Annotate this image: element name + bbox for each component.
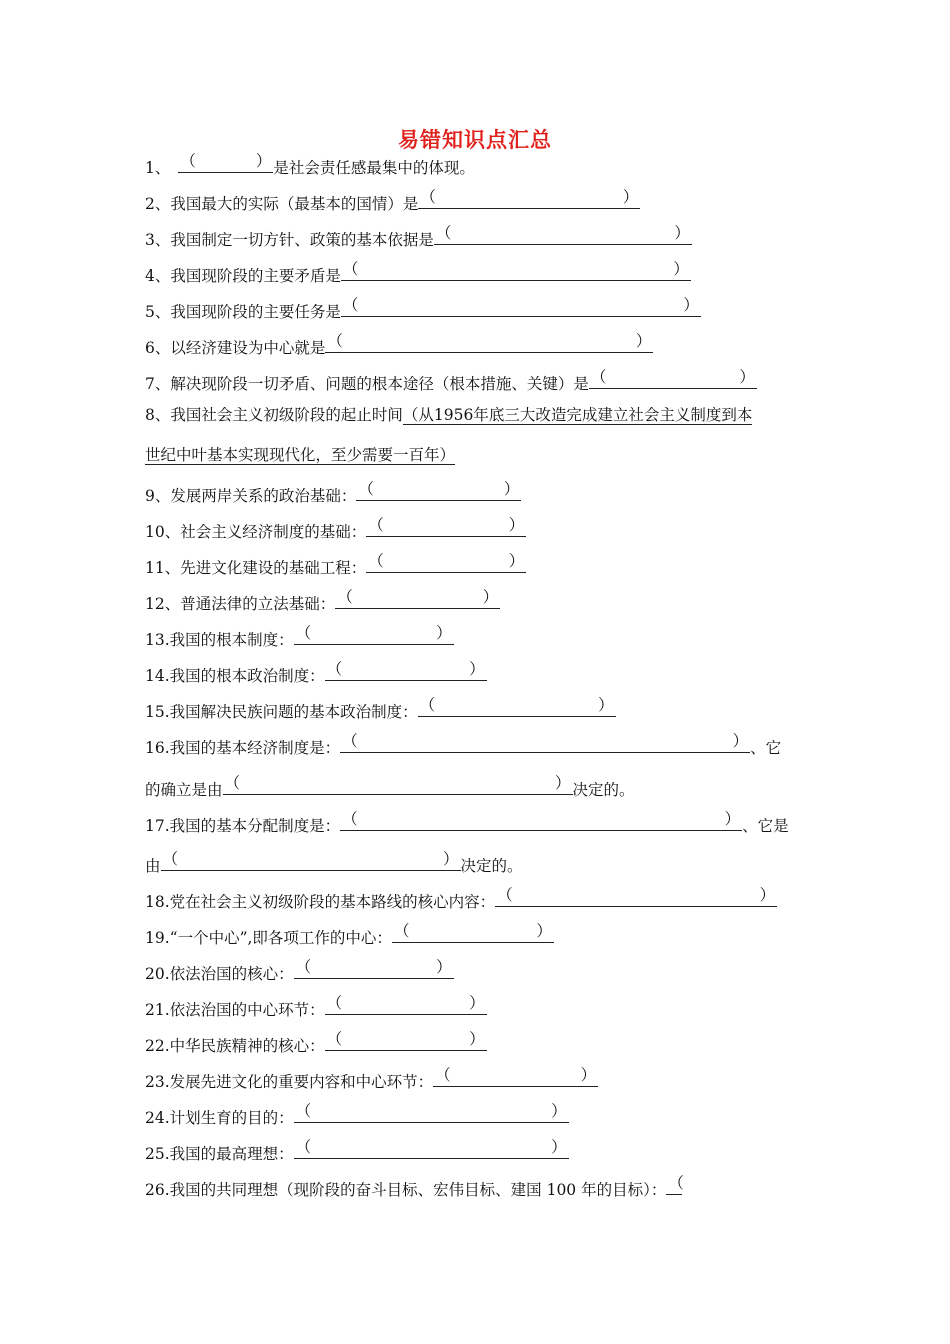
close-paren: ） bbox=[443, 850, 459, 868]
open-paren: （ bbox=[368, 516, 384, 534]
question-text: 5、我国现阶段的主要任务是 bbox=[145, 303, 341, 321]
question-text: 23.发展先进文化的重要内容和中心环节： bbox=[145, 1073, 434, 1091]
close-paren: ） bbox=[482, 588, 499, 606]
open-paren: （ bbox=[358, 480, 374, 498]
question-item bbox=[145, 1138, 805, 1165]
close-paren: ） bbox=[759, 886, 776, 904]
open-paren: （ bbox=[419, 696, 436, 714]
open-paren: （ bbox=[668, 1174, 684, 1192]
answer-blank[interactable] bbox=[434, 224, 692, 245]
answer-blank[interactable] bbox=[366, 516, 526, 537]
open-paren: （ bbox=[342, 810, 358, 828]
close-paren: ） bbox=[635, 332, 652, 350]
question-item bbox=[145, 810, 805, 837]
question-item bbox=[145, 404, 805, 426]
question-text: 9、发展两岸关系的政治基础： bbox=[145, 487, 357, 505]
close-paren: ） bbox=[673, 260, 689, 278]
open-paren: （ bbox=[295, 958, 312, 976]
question-item bbox=[145, 480, 805, 507]
answer-blank[interactable] bbox=[178, 152, 273, 173]
answer-blank[interactable] bbox=[294, 1102, 569, 1123]
question-item-continued bbox=[145, 444, 805, 466]
answer-text-underlined: 世纪中叶基本实现现代化，至少需要一百年） bbox=[145, 446, 456, 464]
open-paren: （ bbox=[326, 1030, 343, 1048]
open-paren: （ bbox=[435, 1066, 451, 1084]
answer-blank[interactable] bbox=[294, 624, 454, 645]
close-paren: ） bbox=[503, 480, 520, 498]
close-paren: ） bbox=[598, 696, 614, 714]
question-item bbox=[145, 1066, 805, 1093]
open-paren: （ bbox=[590, 368, 607, 386]
close-paren: ） bbox=[739, 368, 755, 386]
question-item bbox=[145, 696, 805, 723]
question-text: 10、社会主义经济制度的基础： bbox=[145, 523, 367, 541]
question-text: 19.“一个中心”,即各项工作的中心： bbox=[145, 929, 392, 947]
answer-blank[interactable] bbox=[294, 958, 454, 979]
open-paren: （ bbox=[342, 260, 359, 278]
question-item bbox=[145, 332, 805, 359]
answer-blank[interactable] bbox=[392, 922, 554, 943]
answer-blank[interactable] bbox=[666, 1174, 682, 1195]
close-paren: ） bbox=[580, 1066, 597, 1084]
close-paren: ） bbox=[508, 516, 525, 534]
open-paren: （ bbox=[180, 152, 196, 170]
question-text: 4、我国现阶段的主要矛盾是 bbox=[145, 267, 341, 285]
question-suffix: 决定的。 bbox=[460, 857, 523, 875]
question-text: 由 bbox=[145, 857, 161, 875]
close-paren: ） bbox=[469, 1030, 485, 1048]
question-item bbox=[145, 588, 805, 615]
close-paren: ） bbox=[469, 994, 485, 1012]
question-item-continued bbox=[145, 774, 805, 801]
open-paren: （ bbox=[224, 774, 241, 792]
open-paren: （ bbox=[393, 922, 410, 940]
open-paren: （ bbox=[337, 588, 353, 606]
question-text: 18.党在社会主义初级阶段的基本路线的核心内容： bbox=[145, 893, 496, 911]
question-text: 11、先进文化建设的基础工程： bbox=[145, 559, 367, 577]
open-paren: （ bbox=[295, 1102, 312, 1120]
question-item bbox=[145, 886, 805, 913]
close-paren: ） bbox=[551, 1102, 567, 1120]
answer-blank[interactable] bbox=[340, 810, 742, 831]
answer-blank[interactable] bbox=[418, 188, 640, 209]
answer-blank[interactable] bbox=[366, 552, 526, 573]
answer-text-underlined: （从1956年底三大改造完成建立社会主义制度到本 bbox=[402, 406, 753, 424]
answer-blank[interactable] bbox=[589, 368, 757, 389]
answer-blank[interactable] bbox=[495, 886, 777, 907]
close-paren: ） bbox=[674, 224, 690, 242]
question-text: 6、以经济建设为中心就是 bbox=[145, 339, 326, 357]
answer-blank[interactable] bbox=[341, 260, 691, 281]
answer-blank[interactable] bbox=[294, 1138, 569, 1159]
question-suffix: 、它 bbox=[750, 739, 782, 757]
question-item bbox=[145, 188, 805, 215]
open-paren: （ bbox=[342, 296, 359, 314]
question-text: 1、 bbox=[145, 159, 171, 177]
answer-blank[interactable] bbox=[418, 696, 616, 717]
close-paren: ） bbox=[555, 774, 571, 792]
question-item bbox=[145, 1102, 805, 1129]
close-paren: ） bbox=[436, 958, 452, 976]
close-paren: ） bbox=[622, 188, 639, 206]
question-item-continued bbox=[145, 850, 805, 877]
question-item bbox=[145, 296, 805, 323]
question-text: 13.我国的根本制度： bbox=[145, 631, 294, 649]
question-item bbox=[145, 994, 805, 1021]
question-item bbox=[145, 958, 805, 985]
question-text: 16.我国的基本经济制度是： bbox=[145, 739, 341, 757]
close-paren: ） bbox=[436, 624, 452, 642]
answer-blank[interactable] bbox=[161, 850, 461, 871]
question-item bbox=[145, 368, 805, 395]
close-paren: ） bbox=[683, 296, 699, 314]
question-text: 25.我国的最高理想： bbox=[145, 1145, 294, 1163]
answer-blank[interactable] bbox=[356, 480, 521, 501]
question-suffix: 、它是 bbox=[742, 817, 789, 835]
answer-blank[interactable] bbox=[340, 732, 750, 753]
close-paren: ） bbox=[724, 810, 741, 828]
open-paren: （ bbox=[326, 660, 343, 678]
answer-blank[interactable] bbox=[325, 1030, 487, 1051]
question-item bbox=[145, 552, 805, 579]
question-item bbox=[145, 224, 805, 251]
question-text: 24.计划生育的目的： bbox=[145, 1109, 294, 1127]
question-text: 22.中华民族精神的核心： bbox=[145, 1037, 325, 1055]
answer-blank[interactable] bbox=[325, 332, 653, 353]
close-paren: ） bbox=[732, 732, 749, 750]
question-text: 26.我国的共同理想（现阶段的奋斗目标、宏伟目标、建国 100 年的目标）： bbox=[145, 1181, 667, 1199]
open-paren: （ bbox=[420, 188, 436, 206]
question-item bbox=[145, 152, 805, 179]
open-paren: （ bbox=[162, 850, 179, 868]
question-text: 7、解决现阶段一切矛盾、问题的根本途径（根本措施、关键）是 bbox=[145, 375, 589, 393]
open-paren: （ bbox=[368, 552, 384, 570]
open-paren: （ bbox=[295, 624, 312, 642]
question-item bbox=[145, 660, 805, 687]
question-text: 15.我国解决民族问题的基本政治制度： bbox=[145, 703, 418, 721]
question-text: 3、我国制定一切方针、政策的基本依据是 bbox=[145, 231, 434, 249]
question-text: 12、普通法律的立法基础： bbox=[145, 595, 336, 613]
question-text: 20.依法治国的核心： bbox=[145, 965, 294, 983]
document-title: 易错知识点汇总 bbox=[398, 127, 552, 152]
close-paren: ） bbox=[255, 152, 272, 170]
question-text: 14.我国的根本政治制度： bbox=[145, 667, 325, 685]
answer-blank[interactable] bbox=[223, 774, 573, 795]
question-suffix: 是社会责任感最集中的体现。 bbox=[273, 159, 475, 177]
open-paren: （ bbox=[435, 224, 452, 242]
question-text: 17.我国的基本分配制度是： bbox=[145, 817, 341, 835]
answer-blank[interactable] bbox=[325, 994, 487, 1015]
close-paren: ） bbox=[508, 552, 525, 570]
open-paren: （ bbox=[497, 886, 513, 904]
open-paren: （ bbox=[295, 1138, 312, 1156]
question-item bbox=[145, 260, 805, 287]
answer-blank[interactable] bbox=[325, 660, 487, 681]
answer-blank[interactable] bbox=[335, 588, 500, 609]
question-suffix: 决定的。 bbox=[572, 781, 635, 799]
question-item bbox=[145, 516, 805, 543]
question-text: 8、我国社会主义初级阶段的起止时间 bbox=[145, 406, 403, 424]
answer-blank[interactable] bbox=[433, 1066, 598, 1087]
answer-blank[interactable] bbox=[341, 296, 701, 317]
close-paren: ） bbox=[536, 922, 552, 940]
question-text: 21.依法治国的中心环节： bbox=[145, 1001, 325, 1019]
open-paren: （ bbox=[327, 332, 343, 350]
question-item bbox=[145, 922, 805, 949]
question-item bbox=[145, 1174, 805, 1201]
question-text: 的确立是由 bbox=[145, 781, 223, 799]
question-item bbox=[145, 624, 805, 651]
open-paren: （ bbox=[326, 994, 343, 1012]
close-paren: ） bbox=[551, 1138, 567, 1156]
open-paren: （ bbox=[342, 732, 358, 750]
question-text: 2、我国最大的实际（最基本的国情）是 bbox=[145, 195, 419, 213]
close-paren: ） bbox=[469, 660, 485, 678]
question-item bbox=[145, 732, 805, 759]
question-item bbox=[145, 1030, 805, 1057]
